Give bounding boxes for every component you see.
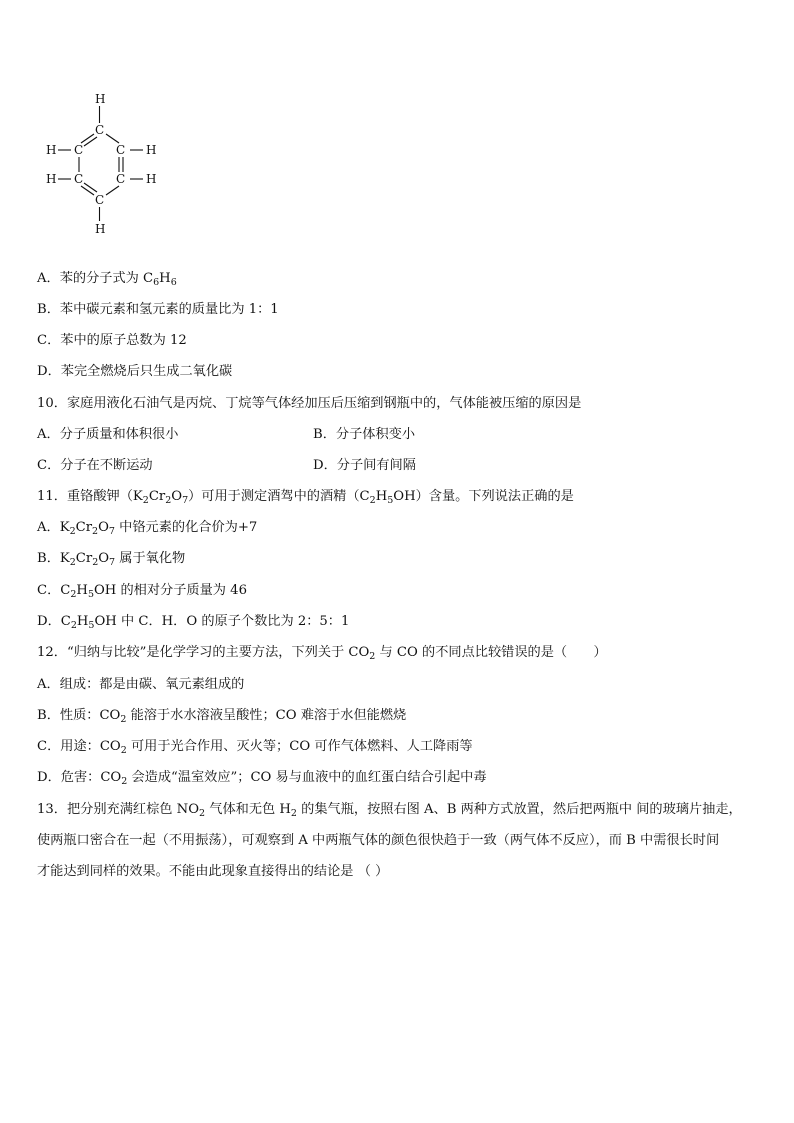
q11-option-d: D．$C_2H_5OH$ 中 C．H．O 的原子个数比为 2：5：1 (37, 614, 350, 631)
q10-option-a: A．分子质量和体积很小 (37, 427, 179, 442)
atom-c-bottom: C (95, 193, 105, 207)
q10-option-c: C．分子在不断运动 (37, 458, 153, 473)
q11-stem: 11．重铬酸钾$(K_2Cr_2O_7)$可用于测定酒驾中的酒精$(C_2H_5OH)$含量。下列说法正确的是 (37, 489, 574, 506)
atom-c-left1: C (74, 143, 84, 157)
atom-h-right2: H (146, 172, 157, 186)
q11-option-b: B．$K_2Cr_2O_7$ 属于氧化物 (37, 551, 186, 568)
benzene-structure-diagram (40, 90, 180, 240)
q12-option-c: C．用途：$CO_2$ 可用于光合作用、灭火等；CO 可作气体燃料、人工降雨等 (37, 739, 473, 756)
q10-row-ab (37, 426, 416, 444)
q9-option-d: D．苯完全燃烧后只生成二氧化碳 (37, 364, 233, 379)
atom-c-right2: C (116, 172, 126, 186)
atom-h-left2: H (46, 172, 57, 186)
q12-stem: 12．“归纳与比较”是化学学习的主要方法，下列关于 $CO_2$ 与 CO 的不同点比较错误的是（ ） (37, 645, 607, 662)
atom-h-bottom: H (95, 222, 106, 236)
q13-stem-line2: 使两瓶口密合在一起（不用振荡），可观察到 A 中两瓶气体的颜色很快趋于一致（两气体不反应），而 B 中需很长时间 (37, 833, 720, 848)
q10-option-b: B．分子体积变小 (313, 427, 416, 442)
q10-row-cd (37, 457, 416, 475)
atom-c-top: C (95, 123, 105, 137)
q11-option-a: A．$K_2Cr_2O_7$ 中铬元素的化合价为+7 (37, 520, 258, 537)
q9-option-c: C．苯中的原子总数为 12 (37, 333, 187, 348)
q11-option-c: C．$C_2H_5OH$ 的相对分子质量为 46 (37, 583, 247, 600)
q9-option-b: B．苯中碳元素和氢元素的质量比为 1：1 (37, 302, 279, 317)
q13-stem-line1: 13．把分别充满红棕色 $NO_2$ 气体和无色 $H_2$ 的集气瓶，按照右图 A、B 两种方式放置，然后把两瓶中 间的玻璃片抽走， (37, 802, 742, 819)
atom-h-left1: H (46, 143, 57, 157)
q12-option-b: B．性质：$CO_2$ 能溶于水水溶液呈酸性；CO 难溶于水但能燃烧 (37, 708, 407, 725)
atom-c-right1: C (116, 143, 126, 157)
atom-h-top: H (95, 92, 106, 106)
q10-stem: 10．家庭用液化石油气是丙烷、丁烷等气体经加压后压缩到钢瓶中的，气体能被压缩的原因是 (37, 396, 582, 411)
atom-c-left2: C (74, 172, 84, 186)
q12-option-a: A．组成：都是由碳、氧元素组成的 (37, 677, 245, 692)
atom-h-right1: H (146, 143, 157, 157)
q9-option-a: A．苯的分子式为 $C_6H_6$ (37, 271, 177, 288)
q13-stem-line3: 才能达到同样的效果。不能由此现象直接得出的结论是 （ ） (37, 864, 389, 879)
q12-option-d: D．危害：$CO_2$ 会造成“温室效应”；CO 易与血液中的血红蛋白结合引起中毒 (37, 770, 487, 787)
q10-option-d: D．分子间有间隔 (313, 458, 416, 473)
